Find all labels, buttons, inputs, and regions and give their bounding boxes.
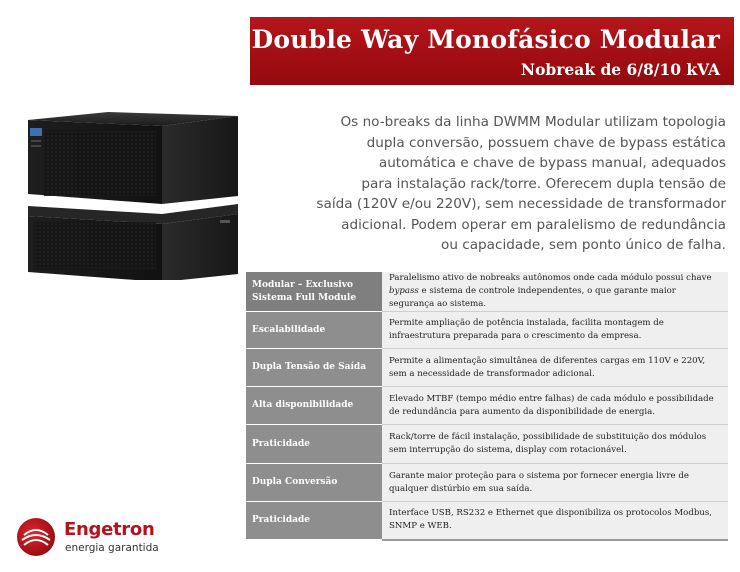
feature-name: Dupla Conversão: [246, 464, 382, 502]
table-row: [246, 464, 728, 502]
feature-name: Praticidade: [246, 502, 382, 540]
table-row: [246, 272, 728, 312]
engetron-logo: [14, 515, 164, 559]
table-row: [246, 312, 728, 349]
intro-line: para instalação rack/torre. Oferecem dupla tensão de: [361, 175, 726, 192]
feature-description: Garante maior proteção para o sistema por fornecer energia livre de qualquer distúrbio em sua saída.: [382, 464, 728, 502]
page-subtitle: Nobreak de 6/8/10 kVA: [520, 60, 720, 79]
feature-name: Escalabilidade: [246, 312, 382, 349]
ups-product-image: [22, 110, 240, 280]
feature-name: Praticidade: [246, 425, 382, 464]
intro-paragraph: [270, 112, 726, 256]
intro-line: ou capacidade, sem ponto único de falha.: [441, 237, 726, 253]
table-row: [246, 502, 728, 540]
feature-description: Paralelismo ativo de nobreaks autônomos onde cada módulo possui chave bypass e sistema de controle independentes, o que garante maior segurança ao sistema.: [382, 272, 728, 312]
feature-description: Interface USB, RS232 e Ethernet que disponibiliza os protocolos Modbus, SNMP e WEB.: [382, 502, 728, 540]
feature-description: Permite ampliação de potência instalada, facilita montagem de infraestrutura preparada para o crescimento da empresa.: [382, 312, 728, 349]
brand-name: Engetron: [64, 519, 155, 540]
intro-line: Os no-breaks da linha DWMM Modular utilizam topologia: [340, 114, 726, 130]
intro-line: saída (120V e/ou 220V), sem necessidade de transformador: [316, 196, 726, 212]
brand-tagline: energia garantida: [65, 542, 159, 554]
table-row: [246, 387, 728, 425]
lower-unit-side: [162, 214, 238, 280]
feature-name: Modular – Exclusivo Sistema Full Module: [246, 272, 382, 312]
feature-description: Rack/torre de fácil instalação, possibilidade de substituição dos módulos sem interrupção do sistema, display com rotacionável.: [382, 425, 728, 464]
intro-line: automática e chave de bypass manual, adequados: [378, 155, 726, 171]
display-panel: [30, 128, 42, 136]
title-banner: [250, 17, 734, 85]
upper-unit-side: [162, 116, 238, 204]
intro-line: adicional. Podem operar em paralelismo de redundância: [341, 216, 726, 233]
features-table: [246, 272, 728, 541]
feature-name: Dupla Tensão de Saída: [246, 349, 382, 387]
table-row: [246, 425, 728, 464]
feature-description: Elevado MTBF (tempo médio entre falhas) de cada módulo e possibilidade de redundância para aumento da disponibilidade de energia.: [382, 387, 728, 425]
intro-line: dupla conversão, possuem chave de bypass estática: [366, 134, 726, 151]
page-title: Double Way Monofásico Modular: [251, 25, 720, 54]
engetron-logo-mark-icon: [14, 515, 60, 559]
table-row: [246, 349, 728, 387]
feature-description: Permite a alimentação simultânea de diferentes cargas em 110V e 220V, sem a necessidade de transformador adicional.: [382, 349, 728, 387]
feature-name: Alta disponibilidade: [246, 387, 382, 425]
